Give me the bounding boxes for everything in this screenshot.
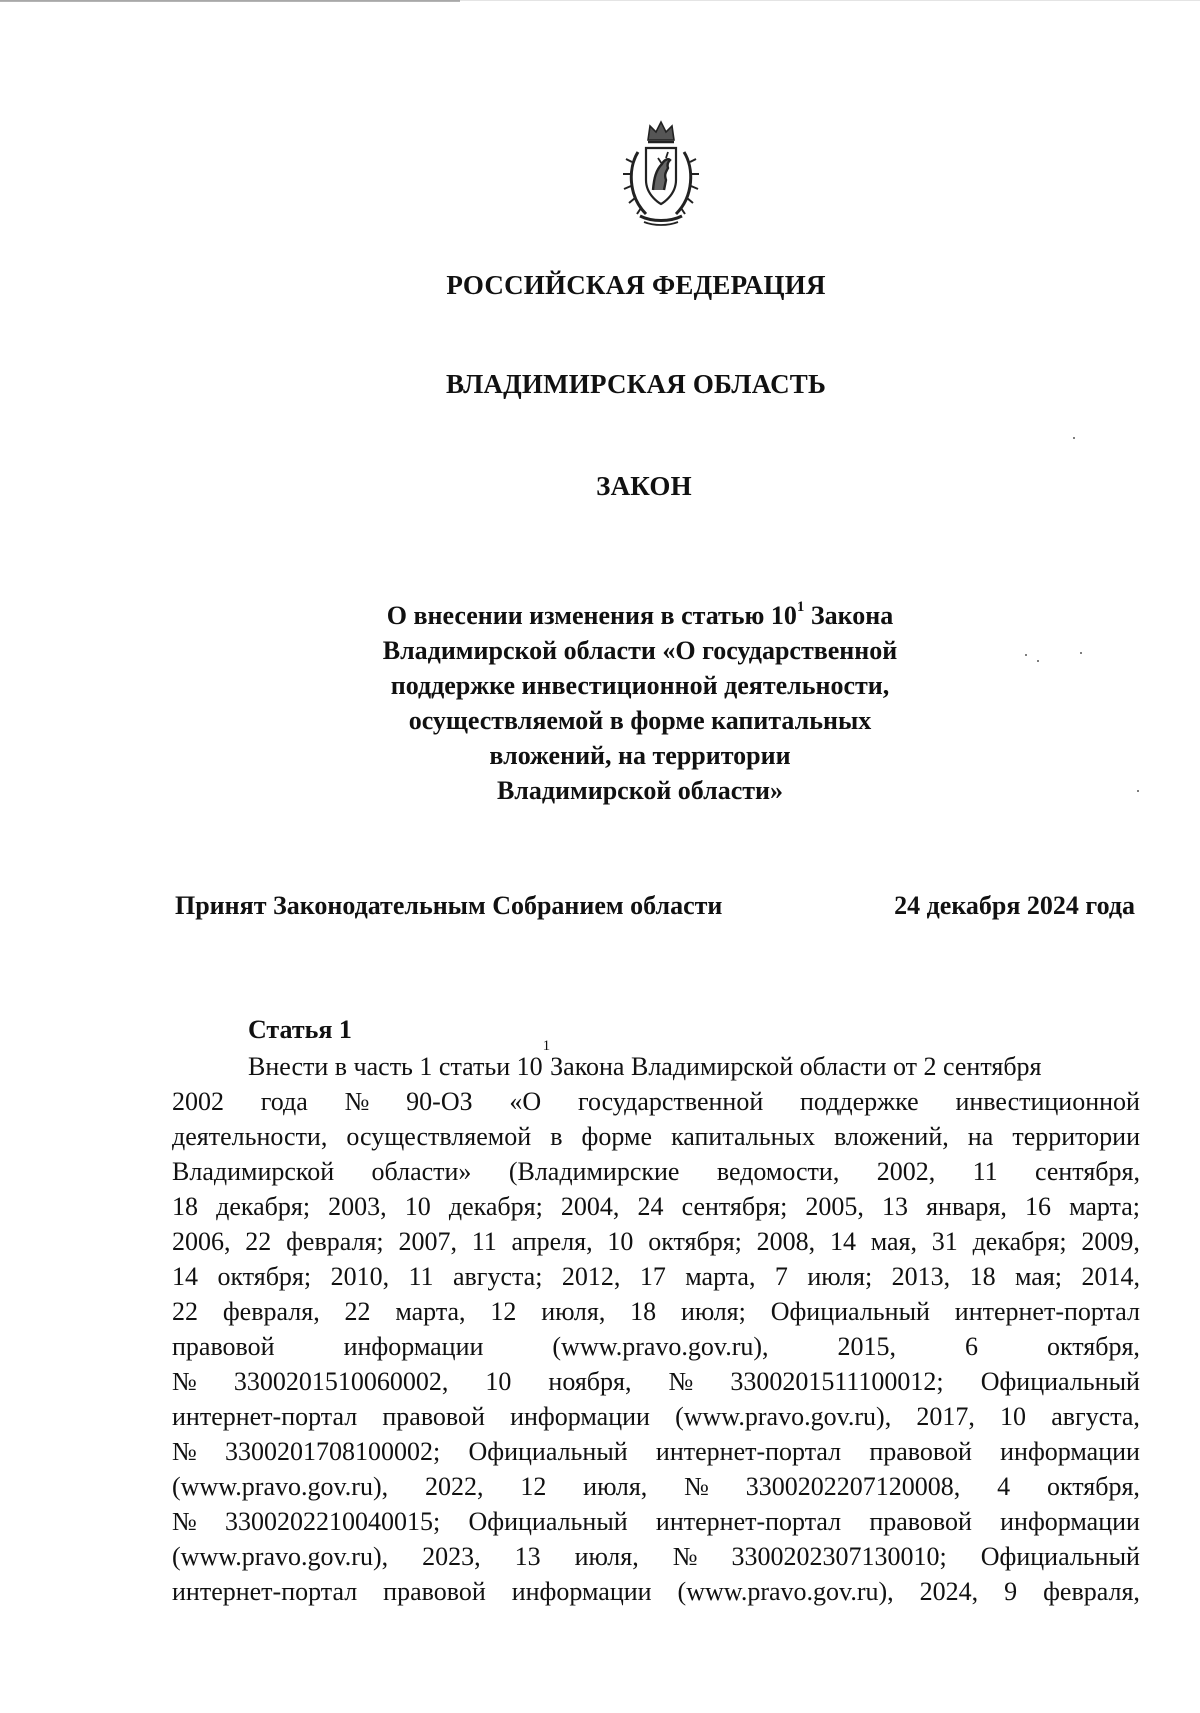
law-title [330,598,950,808]
scan-edge-mark [0,0,460,2]
adoption-line [175,891,1135,921]
law-title-line: вложений, на территории [489,741,791,770]
body-line: интернет-портал правовой информации (www.pravo.gov.ru), 2017, 10 августа, [172,1402,1140,1431]
law-title-line: О внесении изменения в статью $10^1$ Закона [386,599,894,630]
body-line: 2006, 22 февраля; 2007, 11 апреля, 10 октября; 2008, 14 мая, 31 декабря; 2009, [172,1227,1140,1256]
adoption-date: 24 декабря 2024 года [894,891,1135,920]
body-line: № 3300202210040015; Официальный интернет-портал правовой информации [172,1507,1140,1536]
coat-of-arms-emblem [620,118,702,228]
law-title-line: Владимирской области» [496,776,784,805]
adopted-by: Принят Законодательным Собранием области [175,891,723,920]
document-type-heading: ЗАКОН [596,471,692,501]
law-title-line: Владимирской области «О государственной [382,636,898,665]
body-line: Владимирской области» (Владимирские ведомости, 2002, 11 сентября, [172,1157,1140,1186]
scan-speck [1137,790,1139,792]
body-line: правовой информации (www.pravo.gov.ru), 2015, 6 октября, [172,1332,1140,1361]
body-line: 18 декабря; 2003, 10 декабря; 2004, 24 сентября; 2005, 13 января, 16 марта; [172,1192,1140,1221]
law-title-line: осуществляемой в форме капитальных [408,706,872,735]
body-line: интернет-портал правовой информации (www.pravo.gov.ru), 2024, 9 февраля, [172,1577,1140,1606]
scan-speck [1025,654,1027,656]
scan-speck [1037,660,1039,662]
body-line: (www.pravo.gov.ru), 2022, 12 июля, № 3300202207120008, 4 октября, [172,1472,1140,1501]
article-body [172,1038,1140,1609]
body-line: № 3300201708100002; Официальный интернет-портал правовой информации [172,1437,1140,1466]
article-heading: Статья 1 [248,1015,352,1044]
body-line: 14 октября; 2010, 11 августа; 2012, 17 марта, 7 июля; 2013, 18 мая; 2014, [172,1262,1140,1291]
body-line: (www.pravo.gov.ru), 2023, 13 июля, № 3300202307130010; Официальный [172,1542,1140,1571]
scan-speck [1080,652,1082,654]
region-heading: ВЛАДИМИРСКАЯ ОБЛАСТЬ [445,369,827,399]
body-line: Внести в часть 1 статьи 10 $^1$ Закона Владимирской области от 2 сентября [248,1038,1042,1081]
body-line: 2002 года № 90-ОЗ «О государственной поддержке инвестиционной [172,1087,1140,1116]
law-title-line: поддержке инвестиционной деятельности, [390,671,890,700]
country-heading: РОССИЙСКАЯ ФЕДЕРАЦИЯ [446,270,826,300]
body-line: № 3300201510060002, 10 ноября, № 3300201511100012; Официальный [172,1367,1140,1396]
body-line: деятельности, осуществляемой в форме капитальных вложений, на территории [172,1122,1140,1151]
scan-speck [1073,437,1075,439]
body-line: 22 февраля, 22 марта, 12 июля, 18 июля; Официальный интернет-портал [172,1297,1140,1326]
